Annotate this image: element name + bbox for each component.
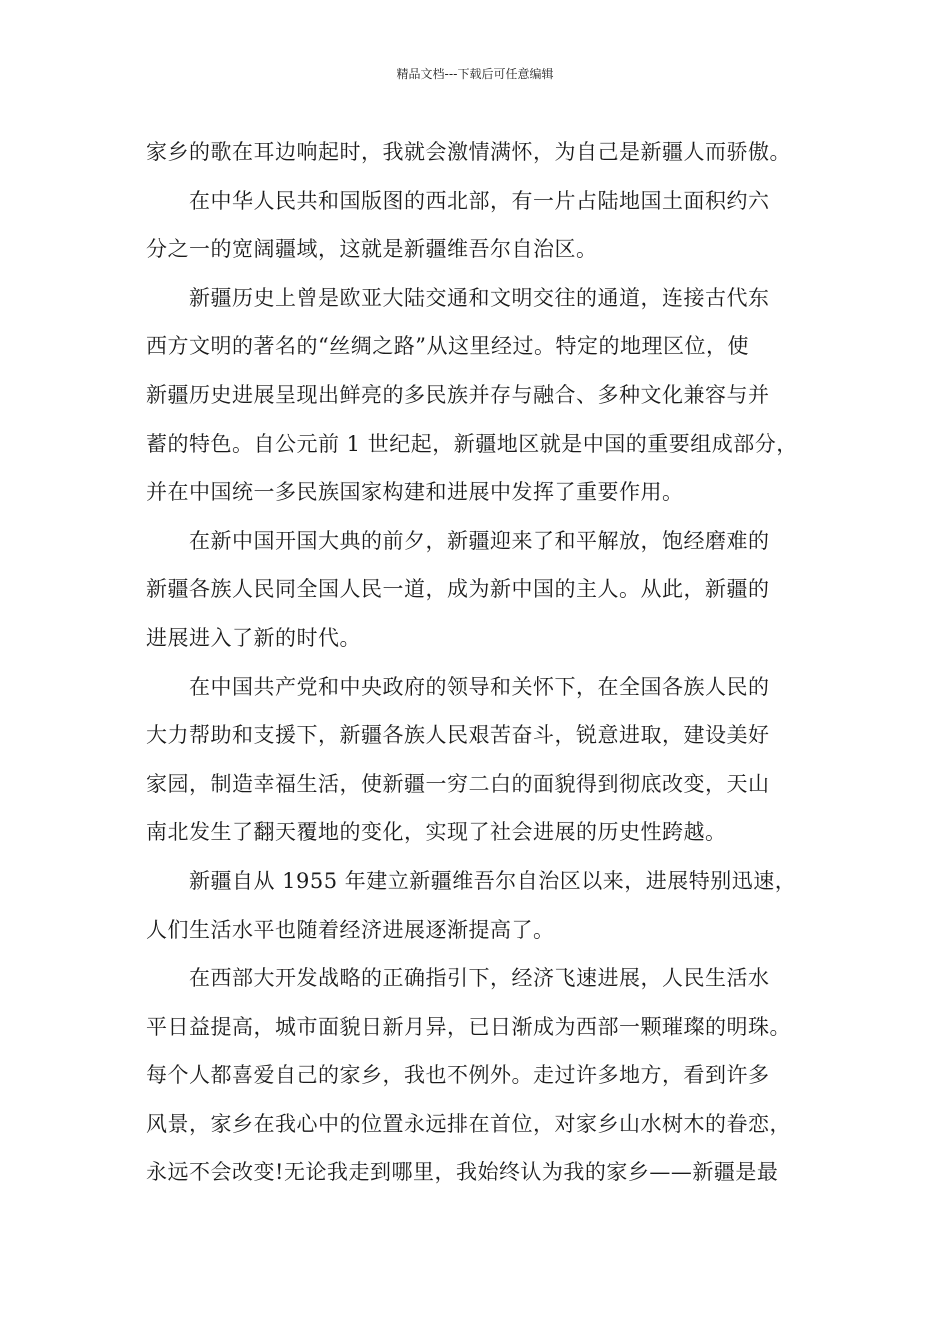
text-line: 大力帮助和支援下，新疆各族人民艰苦奋斗，锐意进取，建设美好: [146, 723, 770, 748]
page-header: 精品文档---下载后可任意编辑: [396, 67, 554, 81]
text-line: 蓄的特色。自公元前 1 世纪起，新疆地区就是中国的重要组成部分，: [146, 431, 798, 456]
text-line: 新疆历史进展呈现出鲜亮的多民族并存与融合、多种文化兼容与并: [146, 382, 770, 407]
text-line: 新疆各族人民同全国人民一道，成为新中国的主人。从此，新疆的: [146, 577, 770, 602]
paragraph-first-line: 在新中国开国大典的前夕，新疆迎来了和平解放，饱经磨难的: [189, 528, 770, 553]
text-line: 并在中国统一多民族国家构建和进展中发挥了重要作用。: [146, 480, 684, 505]
text-line: 每个人都喜爱自己的家乡，我也不例外。走过许多地方，看到许多: [146, 1063, 770, 1088]
text-line: 永远不会改变!无论我走到哪里，我始终认为我的家乡——新疆是最: [146, 1160, 779, 1185]
text-line: 西方文明的著名的“丝绸之路”从这里经过。特定的地理区位，使: [146, 334, 749, 359]
text-line: 分之一的宽阔疆域，这就是新疆维吾尔自治区。: [146, 237, 598, 262]
text-line: 人们生活水平也随着经济进展逐渐提高了。: [146, 917, 555, 942]
body-text: [146, 128, 816, 1197]
paragraph-first-line: 在中国共产党和中央政府的领导和关怀下，在全国各族人民的: [189, 674, 770, 699]
paragraph-first-line: 在西部大开发战略的正确指引下，经济飞速进展，人民生活水: [189, 966, 770, 991]
paragraph-first-line: 在中华人民共和国版图的西北部，有一片占陆地国土面积约六: [189, 188, 770, 213]
text-line: 家乡的歌在耳边响起时，我就会激情满怀，为自己是新疆人而骄傲。: [146, 140, 791, 164]
paragraph-first-line: 新疆自从 1955 年建立新疆维吾尔自治区以来，进展特别迅速，: [189, 868, 797, 893]
text-line: 风景，家乡在我心中的位置永远排在首位，对家乡山水树木的眷恋，: [146, 1111, 791, 1136]
text-line: 南北发生了翻天覆地的变化，实现了社会进展的历史性跨越。: [146, 820, 727, 845]
text-line: 家园，制造幸福生活，使新疆一穷二白的面貌得到彻底改变，天山: [146, 771, 770, 796]
text-line: 进展进入了新的时代。: [146, 625, 361, 650]
paragraph-first-line: 新疆历史上曾是欧亚大陆交通和文明交往的通道，连接古代东: [189, 285, 770, 310]
text-line: 平日益提高，城市面貌日新月异，已日渐成为西部一颗璀璨的明珠。: [146, 1014, 791, 1039]
